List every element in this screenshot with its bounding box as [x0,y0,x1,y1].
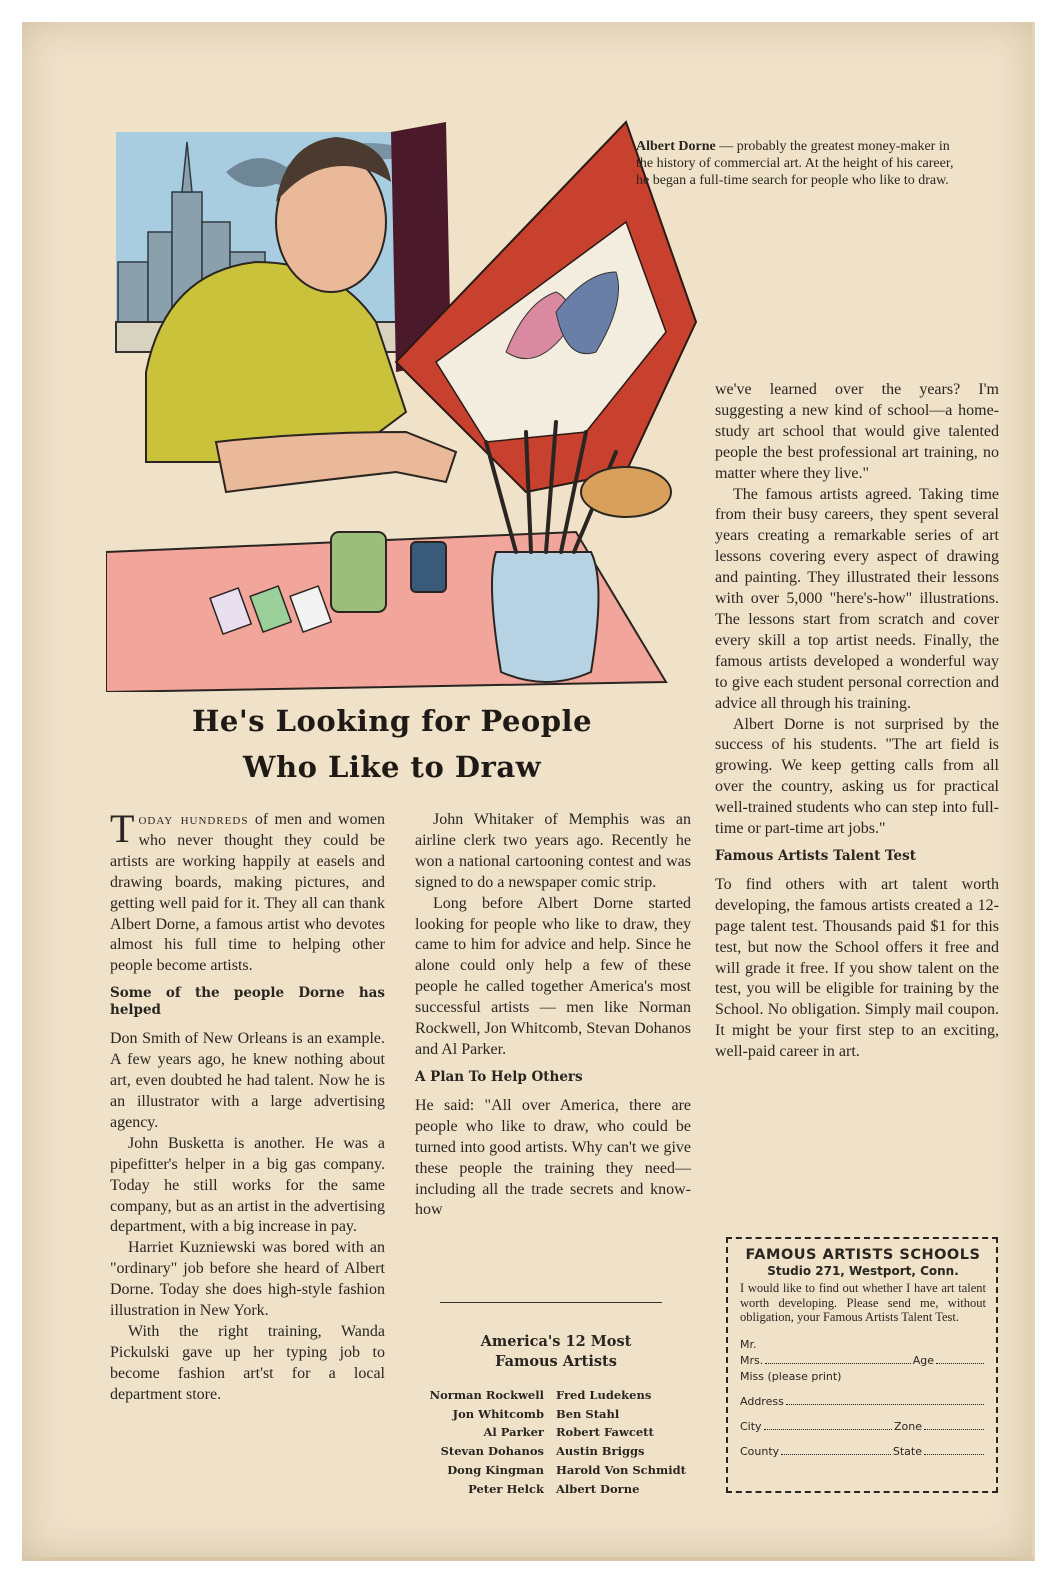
miss-field[interactable] [740,1367,986,1383]
paragraph [110,806,385,977]
miss-label: Miss (please print) [740,1369,842,1383]
paragraph: John Whitaker of Memphis was an airline clerk two years ago. Recently he won a national cartooning contest and was signed to do a newspaper comic strip. [415,811,691,891]
subheading: Some of the people Dorne has helped [110,985,385,1019]
drop-cap: T [110,806,135,851]
ink-bottle [411,542,446,592]
address-label: Address [740,1394,784,1408]
paragraph: Long before Albert Dorne started looking for people who like to draw, they came to him for advice and help. Since he alone could only help a few of these people he called together America's most successful artists — men like Norman Rockwell, Jon Whitcomb, Stevan Dohanos and Al Parker. [415,894,691,1058]
man-arm [216,432,456,492]
subheading: A Plan To Help Others [415,1068,583,1085]
divider [440,1302,662,1303]
artist-illustration [106,112,706,692]
mr-field[interactable] [740,1335,986,1351]
paragraph: John Busketta is another. He was a pipefitter's helper in a big gas company. Today he still works for the same company, but as an artist in the advertising department, with a big increase in pay. [110,1134,385,1236]
lead-in: oday hundreds [138,811,249,828]
paragraph: With the right training, Wanda Pickulski gave up her typing job to become fashion art'st for a local department store. [110,1322,385,1403]
paragraph: Harriet Kuzniewski was bored with an "ordinary" job before she heard of Albert Dorne. Today she does high-style fashion illustration in New York. [110,1239,385,1320]
artist-name: Peter Helck [468,1481,544,1496]
headline [122,698,662,790]
headline-line-2: Who Like to Draw [242,750,542,784]
green-jar [331,532,386,612]
article-column-1 [110,806,385,1406]
mr-label: Mr. [740,1337,757,1351]
paragraph: Albert Dorne is not surprised by the success of his students. "The art field is growing. We keep getting calls from all over the country, asking us for practical well-trained students who can step into full-time or part-time art jobs." [715,715,999,838]
artists-list [402,1386,712,1498]
state-label: State [892,1444,922,1458]
artist-name: Harold Von Schmidt [556,1462,686,1477]
artists-title-line-2: Famous Artists [495,1353,617,1370]
paragraph: we've learned over the years? I'm suggesting a new kind of school—a home-study art school that would give talented people the best professional art training, no matter where they live." [715,381,999,482]
paragraph: To find others with art talent worth developing, the famous artists created a 12-page talent test. Thousands paid $1 for this test, but now the School offers it free and will grade it free. If you show talent on the test, you will be eligible for training by the School. No obligation. Simply mail coupon. It might be your first step to an exciting, well-paid career in art. [715,875,999,1061]
age-label: Age [912,1353,934,1367]
caption-name: Albert Dorne [636,139,716,154]
city-label: City [740,1419,762,1433]
artist-name: Norman Rockwell [429,1388,544,1402]
county-label: County [740,1444,780,1458]
artist-name: Robert Fawcett [556,1425,654,1440]
county-state-field[interactable] [740,1433,986,1458]
article-column-3 [715,380,999,1063]
mrs-age-field[interactable] [740,1351,986,1367]
address-field[interactable] [740,1383,986,1408]
magazine-page [22,22,1035,1561]
mrs-label: Mrs. [740,1353,764,1367]
paragraph: He said: "All over America, there are people who like to draw, who could be turned into good artists. Why can't we give these people the training they need—including all the trade secrets and know-how [415,1096,691,1219]
paint-tubes [210,586,331,634]
artist-name: Dong Kingman [447,1462,544,1477]
artist-name: Austin Briggs [556,1444,645,1459]
coupon-address: Studio 271, Westport, Conn. [767,1264,959,1278]
coupon-body: I would like to find out whether I have art talent worth developing. Please send me, without obligation, your Famous Artists Talent Test. [740,1281,986,1324]
artist-name: Al Parker [483,1425,544,1440]
coupon-title: FAMOUS ARTISTS SCHOOLS [745,1247,981,1263]
subheading: Famous Artists Talent Test [715,847,916,864]
artists-title-line-1: America's 12 Most [480,1333,632,1350]
zone-label: Zone [893,1419,922,1433]
illustration-caption [636,138,966,189]
article-column-2 [415,810,691,1221]
brush-jar [492,552,599,682]
headline-line-1: He's Looking for People [191,704,593,738]
artist-name: Fred Ludekens [556,1388,652,1402]
paragraph-text: of men and women who never thought they could be artists are working happily at easels and drawing boards, making pictures, and getting well paid for it. They all can thank Albert Dorne, a famous artist who devotes almost his full time to helping other people become artists. [110,811,385,975]
mail-coupon[interactable] [726,1237,998,1493]
artist-name: Jon Whitcomb [452,1406,544,1421]
city-zone-field[interactable] [740,1408,986,1433]
coupon-fields [740,1335,986,1458]
artist-name: Albert Dorne [556,1481,640,1496]
artist-name: Stevan Dohanos [440,1444,544,1459]
caption-text: — probably the greatest money-maker in the history of commercial art. At the height of his career, he began a full-time search for people who like to draw. [636,139,954,188]
bowl [581,467,671,517]
artist-name: Ben Stahl [556,1406,620,1421]
artists-list-title [416,1332,696,1372]
paragraph: Don Smith of New Orleans is an example. A few years ago, he knew nothing about art, even doubted he had talent. Now he is an illustrator with a large advertising agency. [110,1030,385,1131]
paragraph: The famous artists agreed. Taking time from their busy careers, they spent several years creating a remarkable series of art lessons covering every aspect of drawing and painting. They illustrated their lessons with over 5,000 "here's-how" illustrations. The lessons start from scratch and cover every skill a top artist needs. Finally, the famous artists developed a wonderful way to give each student personal correction and advice all through his training. [715,485,999,712]
